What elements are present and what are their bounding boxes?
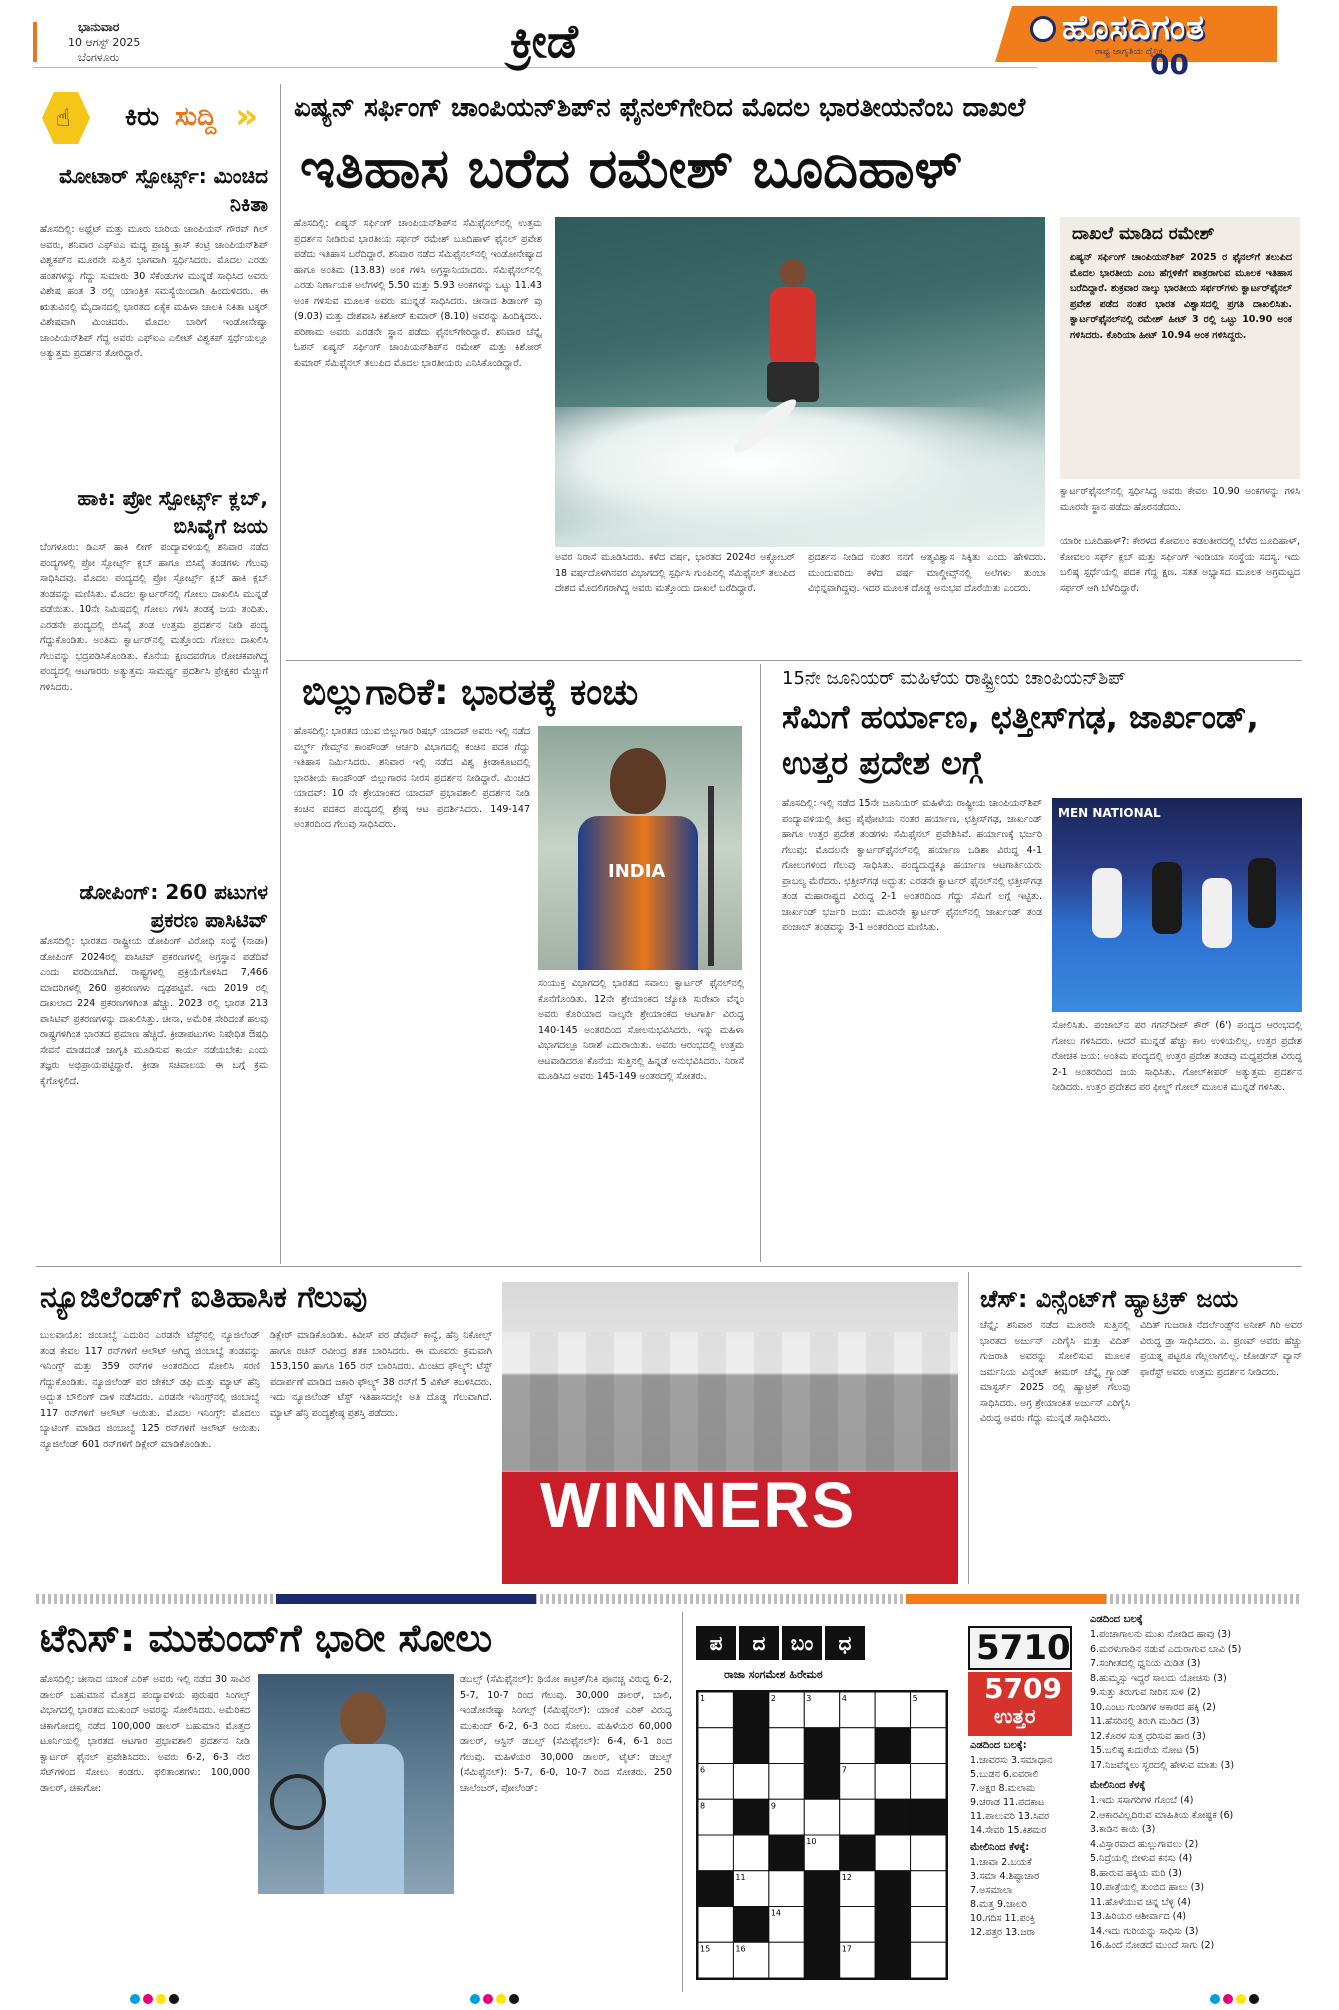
chess-rule — [968, 1272, 969, 1584]
puzzle-title-letter: ಪ — [696, 1626, 736, 1660]
clue-line: 12.ಕೊರಳ ಸುತ್ತ ಧರಿಸುವ ಹಾರ (3) — [1090, 1730, 1206, 1742]
clue-line: 4.ವಿಸ್ತಾರವಾದ ಹುಲ್ಲುಗಾವಲು (2) — [1090, 1838, 1199, 1850]
crossword-cell — [911, 1871, 946, 1907]
paper-logo-icon — [1030, 16, 1056, 42]
clue-line: 10.ಪಾತ್ರೆಯಲ್ಲಿ ತುಂಬಿದ ಹಾಲು (3) — [1090, 1882, 1205, 1893]
registration-marks-right — [1210, 1994, 1259, 2004]
crossword-cell-number: 5 — [912, 1694, 918, 1703]
crossword-cell-number: 10 — [806, 1837, 817, 1846]
crossword-cell-number: 9 — [770, 1801, 776, 1811]
chess-col-1: ಚೆನ್ನೈ: ಶನಿವಾರ ನಡೆದ ಮೂರನೇ ಸುತ್ತಿನಲ್ಲಿ ಭಾರತದ ಅರ್ಜುನ್ ಎರಿಗೈಸಿ ಮತ್ತು ವಿದಿತ್ ಗುಜರಾತಿ ಅವರನ್ನು ಸೋಲಿಸುವ ಮೂಲಕ ಜರ್ಮನಿಯ ವಿನ್ಸೆಂಟ್ ಕೀಮರ್ ಚೆನ್ನೈ ಗ್ರ್ಯಾಂಡ್ ಮಾಸ್ಟರ್ಸ್ 2025 ರಲ್ಲಿ ಹ್ಯಾಟ್ರಿಕ್ ಗೆಲುವು ಸಾಧಿಸಿದರು. ಅಗ್ರ ಶ್ರೇಯಾಂಕಿತ ಅರ್ಜುನ್ ಎರಿಗೈಸಿ ವಿರುದ್ಧ ಅವರು ಗೆದ್ದು ಮುನ್ನಡೆ ಸಾಧಿಸಿದರು. — [980, 1320, 1130, 1424]
crossword-cell — [840, 1799, 875, 1835]
clue-line: 15.ಬಲಿಷ್ಠ ಕುದುರೆಯ ನೋಟ (5) — [1090, 1745, 1199, 1756]
crossword-cell — [698, 1835, 733, 1871]
crossword-cell-number: 15 — [700, 1944, 711, 1954]
archery-col-2: ಸಂಯುಕ್ತ ವಿಭಾಗದಲ್ಲಿ ಭಾರತದ ಸವಾಲು ಕ್ವಾರ್ಟರ್ ಫೈನಲ್‌ನಲ್ಲಿ ಕೊನೆಗೊಂಡಿತು. 12ನೇ ಶ್ರೇಯಾಂಕದ ಜ್ಯೋತಿ ಸುರೇಖಾ ವೆನ್ನಂ ಅವರು ಕೊರಿಯಾದ ನಾಲ್ಕನೇ ಶ್ರೇಯಾಂಕದ ಆಟಗಾರ್ತಿ ವಿರುದ್ಧ 140-145 ಅಂತರದಿಂದ ಸೋಲನುಭವಿಸಿದರು. ಇನ್ನು ಮಹಿಳಾ ವಿಭಾಗದಲ್ಲೂ ನಿರಾಶೆ ಎದುರಾಯಿತು. ಅವರು ಆರಂಭದಲ್ಲಿ ಉತ್ತಮ ಆಟವಾಡಿದರೂ ಕೊನೆಯ ಸುತ್ತಿನಲ್ಲಿ ಹಿನ್ನಡೆ ಅನುಭವಿಸಿದರು. ನಿರಾಸೆ ಮೂಡಿಸಿದ ಅವರು 145-149 ಅಂತರದಲ್ಲಿ ಸೋತರು. — [538, 978, 744, 1082]
lead-col-1: ಹೊಸದಿಲ್ಲಿ: ಏಷ್ಯನ್ ಸರ್ಫಿಂಗ್ ಚಾಂಪಿಯನ್‌ಶಿಪ್‌ನ ಸೆಮಿಫೈನಲ್‌ನಲ್ಲಿ ಉತ್ತಮ ಪ್ರದರ್ಶನ ನೀಡಿರುವ ಭಾರತೀಯ ಸರ್ಫರ್ ರಮೇಶ್ ಬೂದಿಹಾಳ್ ಫೈನಲ್ ಪ್ರವೇಶ ಪಡೆದು ಇತಿಹಾಸ ಬರೆದಿದ್ದಾರೆ. ಶನಿವಾರ ನಡೆದ ಸೆಮಿಫೈನಲ್‌ನಲ್ಲಿ ಇಂಡೋನೇಷ್ಯಾದ ಹಾಗೂ ಅಂತಿಮ (13.83) ಅಂಕ ಗಳಿಸಿ ಅಗ್ರಸ್ಥಾನಿಯಾದರು. ಸೆಮಿಫೈನಲ್‌ನಲ್ಲಿ ಎರಡು ನಿರ್ಣಾಯಕ ಅಲೆಗಳಲ್ಲಿ 5.50 ಮತ್ತು 5.93 ಅಂಕಗಳನ್ನು ಒಟ್ಟು 11.43 ಅಂಕ ಗಳಿಸುವ ಮೂಲಕ ಅವರು ಮುನ್ನಡೆ ಸಾಧಿಸಿದರು. ಚೀನಾದ ಶಿಡಾಂಗ್ ವು (9.03) ಮತ್ತು ದೇಶವಾಸಿ ಕಿಶೋರ್ ಕುಮಾರ್ (8.10) ಅವರನ್ನು ಹಿಂದಿಕ್ಕಿದರು. ಪರಿಣಾಮ ಅವರು ಎರಡನೇ ಸ್ಥಾನ ಪಡೆದು ಫೈನಲ್‌ಗೇರಿದ್ದಾರೆ. ಶನಿವಾರ ಚೆನ್ನೈ ಓಪನ್ ಏಷ್ಯನ್ ಸರ್ಫಿಂಗ್ ಚಾಂಪಿಯನ್‌ಶಿಪ್‌ನ ರಮೇಶ್ ಮತ್ತು ಕಿಶೋರ್ ಕುಮಾರ್ ಸೆಮಿಫೈನಲ್ ತಲುಪಿದ ಮೊದಲ ಭಾರತೀಯರು ಎನಿಸಿಕೊಂಡಿದ್ದಾರೆ. — [294, 218, 542, 369]
section-title: ಕ್ರೀಡೆ — [510, 14, 578, 68]
crossword-cell — [804, 1764, 839, 1800]
clue-line: 17.ನಿಜವೆನ್ನಲು ಸ್ವರದಲ್ಲಿ ಹೇಳುವ ಮಾತು (3) — [1090, 1759, 1235, 1771]
record-box-title: ದಾಖಲೆ ಮಾಡಿದ ರಮೇಶ್ — [1072, 224, 1215, 244]
crossword-cell-number: 17 — [841, 1944, 852, 1954]
hockey-photo: MEN NATIONAL — [1052, 798, 1302, 1012]
crossword-cell — [769, 1728, 804, 1764]
kiru-chevrons: » — [235, 96, 259, 137]
crossword-cell — [911, 1942, 946, 1978]
crossword-cell-number: 12 — [841, 1872, 852, 1882]
answer-line: 5.ಬುಡನ 6.ಐವರಾಲಿ — [970, 1769, 1039, 1780]
crossword-cell — [911, 1799, 946, 1835]
kiru-title-b: ಸುದ್ದಿ — [175, 102, 217, 132]
crossword-cell — [911, 1907, 946, 1943]
answer-line: 3.ಸಮಾ 4.ಶಿಷ್ಟಾಚಾರ — [970, 1871, 1040, 1882]
crossword-cell — [804, 1799, 839, 1835]
clue-line: 8.ಹುಮ್ಮಸ್ಸು ಇದ್ದರೆ ಸಾಲದು ಯೋಚಿಸು (3) — [1090, 1672, 1227, 1684]
left-headline-3: ಡೋಪಿಂಗ್: 260 ಪಟುಗಳ ಪ್ರಕರಣ ಪಾಸಿಟಿವ್ — [79, 880, 268, 932]
crossword-cell — [733, 1692, 768, 1728]
crossword-cell — [804, 1907, 839, 1943]
middle-rule — [36, 1266, 1302, 1267]
lead-col-3: ಪ್ರದರ್ಶನ ನೀಡಿದ ನಂತರ ನನಗೆ ಆತ್ಮವಿಶ್ವಾಸ ಸಿಕ್ಕಿತು ಎಂದು ಹೇಳಿದರು. ಮುಂದುವರಿದು ಕಳೆದ ವರ್ಷ ಮಾಲ್ಡೀವ್ಸ್‌ನಲ್ಲಿ ಅಲೆಗಳು ತುಂಬಾ ವಿಭಿನ್ನವಾಗಿದ್ದವು. ಇದರ ಮೂಲಕ ದೊಡ್ಡ ಅನುಭವ ದೊರೆಯಿತು ಎಂದರು. — [808, 552, 1046, 594]
crossword-cell-number: 16 — [735, 1944, 746, 1954]
answer-line: 11.ಪಾಲುವರಿ 13.ಸಿವರ — [970, 1811, 1050, 1822]
answer-line: 7.ಅಕ್ಷರ 8.ಮಲಾಮ — [970, 1783, 1036, 1794]
lead-col-2: ಅವರ ನಿರಾಸೆ ಮೂಡಿಸಿದರು. ಕಳೆದ ವರ್ಷ, ಭಾರತದ 2024ರ ಅಕ್ಟೋಬರ್ 18 ವರ್ಷದೊಳಗಿನವರ ವಿಭಾಗದಲ್ಲಿ ಸ್ಪರ್ಧಿಸಿ ಗುಂಪಿನಲ್ಲಿ ಸೆಮಿಫೈನಲ್ ತಲುಪಿದ ದೇಶದ ಮೊದಲಿಗರಾಗಿದ್ದ ಅವರು ಮತ್ತೊಂದು ದಾಖಲೆ ಬರೆದಿದ್ದಾರೆ. — [555, 552, 795, 594]
crossword-cell — [769, 1942, 804, 1978]
crossword-cell — [875, 1728, 910, 1764]
puzzle-title — [696, 1626, 865, 1660]
finger-icon: ☝ — [56, 104, 71, 132]
crossword-cell — [804, 1871, 839, 1907]
answer-line: 12.ಪತ್ತರ 13.ಜರಾ — [970, 1927, 1035, 1938]
answer-line: 7.ಅಸಮಾಲಾ — [970, 1885, 1013, 1896]
clue-line: 11.ಹೆಸರಿನಲ್ಲಿ ತಿರುಗಿ ಮುಡಿದ (3) — [1090, 1716, 1200, 1727]
clues-across-head: ಎಡದಿಂದ ಬಲಕ್ಕೆ — [1090, 1614, 1143, 1625]
answers-across — [970, 1754, 1080, 1838]
crossword-svg — [698, 1692, 946, 1978]
hockey-col-2: ಸೋಲಿಸಿತು. ಪಂಜಾಬ್‌ನ ಪರ ಗಗನ್‌ದೀಪ್ ಕೌರ್ (6') ಪಂದ್ಯದ ಆರಂಭದಲ್ಲಿ ಗೋಲು ಗಳಿಸಿದರು. ಆದರೆ ಮುನ್ನಡೆ ಹೆಚ್ಚು ಕಾಲ ಉಳಿಯಲಿಲ್ಲ. ಉತ್ತರ ಪ್ರದೇಶ ರೋಚಕ ಜಯ: ಅಂತಿಮ ಪಂದ್ಯದಲ್ಲಿ ಉತ್ತರ ಪ್ರದೇಶ ತಂಡವು ಮಧ್ಯಪ್ರದೇಶ ವಿರುದ್ಧ 2-1 ಅಂತರದಿಂದ ಜಯ ಸಾಧಿಸಿತು. ಗೋಲ್‌ಕೀಪರ್ ಅತ್ಯುತ್ತಮ ಪ್ರದರ್ಶನ ನೀಡಿದರು. ಉತ್ತರ ಪ್ರದೇಶದ ಪರ ಫೀಲ್ಡ್ ಗೋಲ್ ಮೂಲಕ ಮುನ್ನಡೆ ಗಳಿಸಿತು. — [1052, 1020, 1302, 1093]
divider-orange — [906, 1594, 1106, 1604]
answers-down — [970, 1856, 1080, 1940]
crossword-cell — [911, 1835, 946, 1871]
clue-line: 16.ಹಿಂದೆ ನೋಡದೆ ಮುಂದೆ ಸಾಗು (2) — [1090, 1940, 1215, 1951]
clue-line: 13.ಹಿರಿಯರ ಆಶೀರ್ವಾದ (4) — [1090, 1911, 1187, 1922]
crossword-cell — [875, 1907, 910, 1943]
answers-across-head: ಎಡದಿಂದ ಬಲಕ್ಕೆ: — [970, 1740, 1027, 1751]
winners-banner-text: WINNERS — [540, 1469, 857, 1541]
lead-col-5: ಯಾರೀ ಬೂದಿಹಾಳ್?: ಕೇರಳದ ಕೋವಲಂ ಕಡಲತೀರದಲ್ಲಿ ಬೆಳೆದ ಬೂದಿಹಾಳ್, ಕೋವಲಂ ಸರ್ಫ್ ಕ್ಲಬ್ ಮತ್ತು ಸರ್ಫಿಂಗ್ ಇಂಡಿಯಾ ಸಂಸ್ಥೆಯ ಸದಸ್ಯ. ಇದು ಬಲಿಷ್ಠ ಸ್ಪರ್ಧೆಯಲ್ಲಿ ಪದಕ ಗೆದ್ದ ಕ್ಷಣ. ಸತತ ಅಭ್ಯಾಸದ ಮೂಲಕ ಅಗ್ರಮಟ್ಟದ ಸರ್ಫರ್ ಆಗಿ ಬೆಳೆದಿದ್ದಾರೆ. — [1060, 536, 1300, 594]
clues-across — [1090, 1628, 1302, 1773]
clue-line: 9.ಸುತ್ತು ತಿರುಗುವ ನೀರಿನ ಸುಳಿ (2) — [1090, 1687, 1201, 1698]
clue-line: 10.ಎಂಟು ಗುಂಡಿಗಳ ಆಕಾರದ ಹಕ್ಕಿ (2) — [1090, 1701, 1216, 1713]
crossword-cell — [769, 1764, 804, 1800]
nz-col-2: ಡಿಕ್ಲೇರ್ ಮಾಡಿಕೊಂಡಿತು. ಕಿವೀಸ್ ಪರ ಡೆವೊನ್ ಕಾನ್ವೆ, ಹೆನ್ರಿ ನಿಕೋಲ್ಸ್ ಹಾಗೂ ರಚಿನ್ ರವೀಂದ್ರ ಶತಕ ಬಾರಿಸಿದರು. ಈ ಮೂವರು ಕ್ರಮವಾಗಿ 153,150 ಹಾಗೂ 165 ರನ್ ಬಾರಿಸಿದರು. ಮಿಂಚಿದ ಫೌಲ್ಕ್ಸ್: ಟೆಸ್ಟ್ ಪದಾರ್ಪಣೆ ಮಾಡಿದ ಜಕಾರಿ ಫೌಲ್ಕ್ಸ್ 38 ರನ್‌ಗೆ 5 ವಿಕೆಟ್ ಕಬಳಿಸಿದರು. ಇದು ನ್ಯೂಜಿಲೆಂಡ್ ಟೆಸ್ಟ್ ಇತಿಹಾಸದಲ್ಲೇ ಅತಿ ದೊಡ್ಡ ಗೆಲುವಾಗಿದೆ. ಮ್ಯಾಟ್ ಹೆನ್ರಿ ಪಂದ್ಯಶ್ರೇಷ್ಠ ಪ್ರಶಸ್ತಿ ಪಡೆದರು. — [270, 1330, 492, 1419]
puzzle-title-letter: ಧ — [825, 1626, 865, 1660]
crossword-cell — [840, 1907, 875, 1943]
tennis-col-1: ಹೊಸದಿಲ್ಲಿ: ಚೀನಾದ ಯಾಂಕೆ ಎರಿಕ್ ಅವರು ಇಲ್ಲಿ ನಡೆದ 30 ಸಾವಿರ ಡಾಲರ್ ಬಹುಮಾನ ಮೊತ್ತದ ಪಂದ್ಯಾವಳಿಯ ಪುರುಷರ ಸಿಂಗಲ್ಸ್ ವಿಭಾಗದಲ್ಲಿ ಭಾರತದ ಮುಕುಂದ್ ಅವರನ್ನು ಸೋಲಿಸಿದರು. ಅಮೆರಿಕದ ಚಿಕಾಗೋದಲ್ಲಿ ನಡೆದ 100,000 ಡಾಲರ್ ಬಹುಮಾನ ಮೊತ್ತದ ಟೂರ್ನಿಯಲ್ಲಿ ಭಾರತದ ಆಟಗಾರ ಪ್ರಭಾವಶಾಲಿ ಪ್ರದರ್ಶನ ನೀಡಿ ಕ್ವಾರ್ಟರ್ ಫೈನಲ್ ಪ್ರವೇಶಿಸಿದರು. ಅವರು 6-2, 6-3 ನೇರ ಸೆಟ್‌ಗಳಿಂದ ಸೋಲು ಕಂಡರು. ಫಲಿತಾಂಶಗಳು: 100,000 ಡಾಲರ್, ಚಿಕಾಗೋ: — [40, 1674, 250, 1794]
lead-bottom-rule — [286, 660, 1302, 661]
answer-line: 1.ಜಾವರಸು 3.ಸಮಾಧಾನ — [970, 1755, 1053, 1766]
crossword-cell — [875, 1871, 910, 1907]
masthead-date: 10 ಆಗಸ್ಟ್ 2025 — [68, 36, 141, 49]
answer-line: 1.ಜಾವಾ 2.ಬಯಕೆ — [970, 1857, 1032, 1868]
nz-col-1: ಬುಲವಾಯೊ: ಜಿಂಬಾಬ್ವೆ ಎದುರಿನ ಎರಡನೇ ಟೆಸ್ಟ್‌ನಲ್ಲಿ ನ್ಯೂಜಿಲೆಂಡ್ ತಂಡ ಕೇವಲ 117 ರನ್‌ಗಳಿಗೆ ಆಲೌಟ್ ಆಗಿದ್ದ ಜಿಂಬಾಬ್ವೆ ತಂಡವನ್ನು ಇನಿಂಗ್ಸ್ ಮತ್ತು 359 ರನ್‌ಗಳ ಅಂತರದಿಂದ ಸೋಲಿಸಿ ಸರಣಿ ಗೆದ್ದುಕೊಂಡಿತು. ನ್ಯೂಜಿಲೆಂಡ್ ಪರ ಜೇಕಬ್ ಡಫಿ ಮತ್ತು ಮ್ಯಾಟ್ ಹೆನ್ರಿ ಅದ್ಭುತ ಬೌಲಿಂಗ್ ದಾಳಿ ನಡೆಸಿದರು. ಎರಡನೇ ಇನಿಂಗ್ಸ್‌ನಲ್ಲಿ ಜಿಂಬಾಬ್ವೆ 117 ರನ್‌ಗಳಿಗೆ ಆಲೌಟ್ ಆಯಿತು. ಮೊದಲ ಇನಿಂಗ್ಸ್: ಮೊದಲು ಬ್ಯಾಟಿಂಗ್ ಮಾಡಿದ ಜಿಂಬಾಬ್ವೆ 125 ರನ್‌ಗಳಿಗೆ ಆಲೌಟ್ ಆಯಿತು. ನ್ಯೂಜಿಲೆಂಡ್ 601 ರನ್‌ಗಳಿಗೆ ಡಿಕ್ಲೇರ್ ಮಾಡಿಕೊಂಡಿತು. — [40, 1330, 260, 1450]
clue-line: 7.ಸಂಗೀತದಲ್ಲಿ ಧ್ವನಿಯ ಮಿಡಿತ (3) — [1090, 1658, 1201, 1669]
lead-headline: ಇತಿಹಾಸ ಬರೆದ ರಮೇಶ್ ಬೂದಿಹಾಳ್ — [300, 137, 962, 200]
chess-headline: ಚೆಸ್: ವಿನ್ಸೆಂಟ್‌ಗೆ ಹ್ಯಾಟ್ರಿಕ್ ಜಯ — [980, 1285, 1239, 1313]
surfer-photo — [555, 217, 1045, 547]
left-story-3: ಹೊಸದಿಲ್ಲಿ: ಭಾರತದ ರಾಷ್ಟ್ರೀಯ ಡೋಪಿಂಗ್ ವಿರೋಧಿ ಸಂಸ್ಥೆ (ನಾಡಾ) ಡೋಪಿಂಗ್ 2024ರಲ್ಲಿ ಪಾಸಿಟಿವ್ ಪ್ರಕರಣಗಳಲ್ಲಿ ಅಗ್ರಸ್ಥಾನ ಪಡೆದಿವೆ ಎಂದು ವರದಿಯಾಗಿದೆ. ರಾಷ್ಟ್ರಗಳಲ್ಲಿ ಪ್ರಕ್ರಿಯೆಗೊಳಿಸಿದ 7,466 ಮಾದರಿಗಳಲ್ಲಿ 260 ಪ್ರಕರಣಗಳು ದೃಢಪಟ್ಟಿವೆ. ಇದು 2019 ರಲ್ಲಿ ದಾಖಲಾದ 224 ಪ್ರಕರಣಗಳಿಗಿಂತ ಹೆಚ್ಚು. 2023 ರಲ್ಲಿ ಭಾರತ 213 ಪಾಸಿಟಿವ್ ಪ್ರಕರಣಗಳನ್ನು ದಾಖಲಿಸಿತ್ತು. ಚೀನಾ, ಅಮೆರಿಕ ಸೇರಿದಂತೆ ಹಲವು ರಾಷ್ಟ್ರಗಳಿಗಿಂತ ಭಾರತದ ಪ್ರಮಾಣ ಹೆಚ್ಚಿದೆ. ಕ್ರೀಡಾಪಟುಗಳು ನಿಷೇಧಿತ ಔಷಧಿ ಸೇವನೆ ಮಾಡದಂತೆ ಜಾಗೃತಿ ಮೂಡಿಸುವ ಕಾರ್ಯ ನಡೆಯಬೇಕು ಎಂದು ತಜ್ಞರು ಅಭಿಪ್ರಾಯಪಟ್ಟಿದ್ದಾರೆ. ಕ್ರೀಡಾ ಸಚಿವಾಲಯ ಈ ಬಗ್ಗೆ ಕ್ರಮ ಕೈಗೊಳ್ಳಲಿದೆ. — [40, 936, 268, 1087]
archery-col-1: ಹೊಸದಿಲ್ಲಿ: ಭಾರತದ ಯುವ ಬಿಲ್ಲುಗಾರ ರಿಷಭ್ ಯಾದವ್ ಅವರು ಇಲ್ಲಿ ನಡೆದ ವರ್ಲ್ಡ್ ಗೇಮ್ಸ್‌ನ ಕಾಂಪೌಂಡ್ ಆರ್ಚರಿ ವಿಭಾಗದಲ್ಲಿ ಕಂಚಿನ ಪದಕ ಗೆದ್ದು ಇತಿಹಾಸ ನಿರ್ಮಿಸಿದರು. ಶನಿವಾರ ಇಲ್ಲಿ ನಡೆದ ವಿಶ್ವ ಕ್ರೀಡಾಕೂಟದಲ್ಲಿ ಭಾರತೀಯ ಕಾಂಪೌಂಡ್ ಬಿಲ್ಲುಗಾರನ ನೀರಸ ಪ್ರದರ್ಶನ ನೀಡಿದ್ದಾರೆ. ಮಿಂಚಿದ ಯಾದವ್: 10 ನೇ ಶ್ರೇಯಾಂಕದ ಯಾದವ್ ಪ್ರಭಾವಶಾಲಿ ಪ್ರದರ್ಶನ ನೀಡಿ ಕಂಚಿನ ಪದಕದ ಪಂದ್ಯದಲ್ಲಿ ಶ್ರೇಷ್ಠ ಆಟ ಪ್ರದರ್ಶಿಸಿದರು. 149-147 ಅಂತರದಿಂದ ಗೆಲುವು ಸಾಧಿಸಿದರು. — [294, 726, 530, 830]
lead-kicker: ಏಷ್ಯನ್ ಸರ್ಫಿಂಗ್ ಚಾಂಪಿಯನ್‌ಶಿಪ್‌ನ ಫೈನಲ್‌ಗೇರಿದ ಮೊದಲ ಭಾರತೀಯನೆಂಬ ದಾಖಲೆ — [294, 93, 1026, 123]
clue-line: 3.ಕಾಡಿನ ಕಾಯಿ (3) — [1090, 1824, 1156, 1835]
answer-line: 10.ಗದಿಸ 11.ಪಂಕ್ತಿ — [970, 1913, 1036, 1924]
masthead-city: ಬೆಂಗಳೂರು — [78, 51, 120, 64]
crossword-cell — [698, 1728, 733, 1764]
registration-marks-mid — [470, 1994, 519, 2004]
clues-down-head: ಮೇಲಿನಿಂದ ಕೆಳಕ್ಕೆ — [1090, 1780, 1146, 1791]
crossword-cell-number: 11 — [735, 1872, 746, 1882]
crossword-cell — [804, 1728, 839, 1764]
answer-line: 8.ಮತ್ತ 9.ಜಾಲರಿ — [970, 1899, 1027, 1910]
clue-line: 11.ಹೊಳೆಯುವ ಚಿನ್ನ ಬೆಳ್ಳಿ (4) — [1090, 1896, 1191, 1908]
masthead-day: ಭಾನುವಾರ — [78, 20, 120, 34]
clue-line: 6.ಮರಳುಗಾಡಿನ ನಡುವೆ ಎದುರಾಗುವ ಬಾವಿ (5) — [1090, 1643, 1242, 1655]
crossword-cell-number: 8 — [700, 1801, 706, 1811]
left-column-rule — [280, 84, 281, 1264]
crossword-cell-number: 3 — [806, 1694, 812, 1703]
divider-blue — [276, 1594, 536, 1604]
crossword-cell-number: 2 — [770, 1694, 776, 1703]
crossword-cell — [875, 1799, 910, 1835]
clue-line: 1.ಇದು ಸಸಾಗರಿಗಳ ಗೊಂಬೆ (4) — [1090, 1795, 1194, 1806]
answer-line: 14.ಸೇವರಿ 15.ಕಿಶಮರ — [970, 1825, 1047, 1836]
crossword-cell-number: 6 — [700, 1765, 706, 1775]
answer-line: 9.ಚರಾಡ 11.ಪದಕಾಟ — [970, 1797, 1045, 1808]
crossword-cell — [733, 1799, 768, 1835]
hockey-kicker: 15ನೇ ಜೂನಿಯರ್ ಮಹಿಳೆಯ ರಾಷ್ಟ್ರೀಯ ಚಾಂಪಿಯನ್‌ಶಿಪ್ — [782, 668, 1126, 689]
archery-rule — [760, 664, 761, 1262]
left-headline-1: ಮೋಟಾರ್ ಸ್ಪೋರ್ಟ್ಸ್: ಮಿಂಚಿದ ನಿಕಿತಾ — [59, 164, 268, 216]
crossword-cell — [733, 1907, 768, 1943]
clue-line: 8.ಹಾರುವ ಹಕ್ಕಿಯ ಮರಿ (3) — [1090, 1867, 1182, 1879]
left-headline-2: ಹಾಕಿ: ಪ್ರೋ ಸ್ಪೋರ್ಟ್ಸ್ ಕ್ಲಬ್, ಬಿಸಿವೈಗೆ ಜಯ — [77, 486, 268, 538]
clue-line: 1.ಪಂಚಾಗಾಲನು ಮುಖ ನೋಡಿದ ಹಾವು (3) — [1090, 1629, 1231, 1640]
crossword-cell — [875, 1692, 910, 1728]
prev-puzzle-number: 5709 — [984, 1672, 1062, 1705]
tennis-col-2: ಡಬಲ್ಸ್ (ಸೆಮಿಫೈನಲ್): ಥಿಯೋ ಕಾಟ್ರಿಕ್/ನಿಕಿ ಪೂನಚ್ಚ ವಿರುದ್ಧ 6-2, 5-7, 10-7 ರಿಂದ ಗೆಲುವು. 30,000 ಡಾಲರ್, ಬಾಲಿ, ಇಂಡೋನೇಷ್ಯಾ ಸಿಂಗಲ್ಸ್ (ಸೆಮಿಫೈನಲ್): ಯಾಂಕೆ ಎರಿಕ್ ವಿರುದ್ಧ ಮುಕುಂದ್ 6-2, 6-3 ರಿಂದ ಸೋಲು. ಮಹಿಳೆಯರ 60,000 ಡಾಲರ್, ಆಸ್ಟಿನ್ ಡಬಲ್ಸ್ (ಸೆಮಿಫೈನಲ್): 6-4, 6-1 ರಿಂದ ಗೆಲುವು. ಮಹಿಳೆಯರ 30,000 ಡಾಲರ್, ಟೈಟ್: ಡಬಲ್ಸ್ (ಸೆಮಿಫೈನಲ್): 5-7, 6-0, 10-7 ರಿಂದ ಸೋತರು. 250 ಚಾಲೆಂಜರ್, ಪೋಲೆಂಡ್: — [460, 1674, 672, 1794]
hockey-headline: ಸೆಮಿಗೆ ಹರ್ಯಾಣ, ಛತ್ತೀಸ್‌ಗಢ, ಜಾರ್ಖಂಡ್, ಉತ್ತರ ಪ್ರದೇಶ ಲಗ್ಗೆ — [782, 698, 1259, 782]
lead-col-4: ಕ್ವಾರ್ಟರ್‌ಫೈನಲ್‌ನಲ್ಲಿ ಸ್ಪರ್ಧಿಸಿದ್ದ ಅವರು ಕೇವಲ 10.90 ಅಂಕಗಳನ್ನು ಗಳಿಸಿ ಮೂರನೇ ಸ್ಥಾನ ಪಡೆದು ಹೊರನಡೆದರು. — [1060, 486, 1300, 513]
crossword-cell-number: 14 — [770, 1908, 782, 1918]
crossword-cell — [911, 1764, 946, 1800]
crossword-cell — [875, 1835, 910, 1871]
page-number: 00 — [1150, 48, 1189, 81]
crossword-cell — [733, 1764, 768, 1800]
puzzle-title-letter: ದ — [739, 1626, 779, 1660]
crossword-cell — [911, 1728, 946, 1764]
puzzle-title-letter: ಬಂ — [782, 1626, 822, 1660]
answers-down-head: ಮೇಲಿನಿಂದ ಕೆಳಕ್ಕೆ: — [970, 1842, 1030, 1853]
puzzle-number: 5710 — [976, 1628, 1071, 1668]
tennis-headline: ಟೆನಿಸ್: ಮುಕುಂದ್‌ಗೆ ಭಾರೀ ಸೋಲು — [40, 1616, 493, 1660]
hockey-col-1: ಹೊಸದಿಲ್ಲಿ: ಇಲ್ಲಿ ನಡೆದ 15ನೇ ಜೂನಿಯರ್ ಮಹಿಳೆಯ ರಾಷ್ಟ್ರೀಯ ಚಾಂಪಿಯನ್‌ಶಿಪ್ ಪಂದ್ಯಾವಳಿಯಲ್ಲಿ ತೀವ್ರ ಪೈಪೋಟಿಯ ನಂತರ ಹರ್ಯಾಣ, ಛತ್ತೀಸ್‌ಗಢ, ಜಾರ್ಖಂಡ್ ಹಾಗೂ ಉತ್ತರ ಪ್ರದೇಶ ತಂಡಗಳು ಸೆಮಿಫೈನಲ್ ಪ್ರವೇಶಿಸಿವೆ. ಹರ್ಯಾಣಕ್ಕೆ ಭರ್ಜರಿ ಗೆಲುವು: ಮೊದಲನೇ ಕ್ವಾರ್ಟರ್‌ಫೈನಲ್‌ನಲ್ಲಿ ಹರ್ಯಾಣ ಒಡಿಶಾ ವಿರುದ್ಧ 4-1 ಗೋಲುಗಳಿಂದ ಗೆಲುವು ಸಾಧಿಸಿತು. ಪಂದ್ಯದುದ್ದಕ್ಕೂ ಹರ್ಯಾಣ ಆಟಗಾರ್ತಿಯರು ಪ್ರಾಬಲ್ಯ ಮೆರೆದರು. ಛತ್ತೀಸ್‌ಗಢ ಅದ್ಭುತ: ಎರಡನೇ ಕ್ವಾರ್ಟರ್ ಫೈನಲ್‌ನಲ್ಲಿ ಛತ್ತೀಸ್‌ಗಢ ತಂಡ ಮಹಾರಾಷ್ಟ್ರದ ವಿರುದ್ಧ 2-1 ಅಂತರದಿಂದ ಗೆದ್ದು ಸೆಮಿಗೆ ಲಗ್ಗೆ ಇಟ್ಟಿತು. ಜಾರ್ಖಂಡ್ ಭರ್ಜರಿ ಜಯ: ಮೂರನೇ ಕ್ವಾರ್ಟರ್ ಫೈನಲ್‌ನಲ್ಲಿ ಜಾರ್ಖಂಡ್ ತಂಡ ಪಂಜಾಬ್ ತಂಡವನ್ನು 3-1 ಅಂತರದಿಂದ ಮಣಿಸಿತು. — [782, 798, 1042, 933]
crossword-cell — [733, 1728, 768, 1764]
archery-headline: ಬಿಲ್ಲುಗಾರಿಕೆ: ಭಾರತಕ್ಕೆ ಕಂಚು — [302, 672, 639, 713]
clues-down — [1090, 1794, 1302, 1954]
crossword-cell — [733, 1835, 768, 1871]
record-box-text: ಏಷ್ಯನ್ ಸರ್ಫಿಂಗ್ ಚಾಂಪಿಯನ್‌ಶಿಪ್ 2025 ರ ಫೈನಲ್‌ಗೆ ತಲುಪಿದ ಮೊದಲ ಭಾರತೀಯ ಎಂಬ ಹೆಗ್ಗಳಿಕೆಗೆ ಪಾತ್ರರಾಗುವ ಮೂಲಕ ಇತಿಹಾಸ ಬರೆದಿದ್ದಾರೆ. ಶುಕ್ರವಾರ ನಾಲ್ಕು ಭಾರತೀಯ ಸರ್ಫರ್‌ಗಳು ಕ್ವಾರ್ಟರ್‌ಫೈನಲ್ ಪ್ರವೇಶ ಪಡೆದ ನಂತರ ಭಾರತ ವಿಶ್ವಾಸದಲ್ಲಿ ಪ್ರಗತಿ ದಾಖಲಿಸಿತು. ಕ್ವಾರ್ಟರ್‌ಫೈನಲ್‌ನಲ್ಲಿ ರಮೇಶ್ ಹೀಟ್ 3 ರಲ್ಲಿ ಒಟ್ಟು 10.90 ಅಂಕ ಗಳಿಸಿದರು. ಕೊರಿಯಾ ಹೀಟ್ 10.94 ಅಂಕ ಗಳಿಸಿದ್ದರು. — [1070, 252, 1292, 341]
crossword-cell — [840, 1728, 875, 1764]
clue-line: 14.ಇದು ಗುರಿಯನ್ನು ಸಾಧಿಸು (3) — [1090, 1925, 1199, 1937]
prev-answer-label: ಉತ್ತರ — [994, 1704, 1036, 1728]
tennis-photo — [258, 1674, 454, 1894]
chess-col-2: ವಿದಿತ್ ಗುಜರಾತಿ ನೆದರ್ಲೆಂಡ್ಸ್‌ನ ಅನೀಶ್ ಗಿರಿ ಅವರ ವಿರುದ್ಧ ಡ್ರಾ ಸಾಧಿಸಿದರು. ಎ. ಪ್ರಣವ್ ಅವರು ಹೆಚ್ಚು ಪ್ರಯತ್ನ ಪಟ್ಟರೂ ಗೆಲ್ಲಲಾಗಲಿಲ್ಲ. ಜೋರ್ಡನ್ ವ್ಯಾನ್ ಫಾರೆಸ್ಟ್ ಅವರು ಉತ್ತಮ ಪ್ರದರ್ಶನ ನೀಡಿದರು. — [1140, 1320, 1302, 1378]
crossword-cell — [769, 1835, 804, 1871]
crossword-cell — [769, 1871, 804, 1907]
paper-tagline: ರಾಷ್ಟ್ರ ಜಾಗೃತಿಯ ದೈನಿಕ — [1095, 47, 1163, 57]
clue-line: 5.ನಿದ್ರೆಯಲ್ಲಿ ಬೀಳುವ ಕನಸು (4) — [1090, 1853, 1193, 1864]
masthead-accent — [33, 22, 37, 62]
crossword-grid — [696, 1690, 948, 1980]
crossword-cell — [698, 1907, 733, 1943]
puzzle-rule — [682, 1612, 683, 1992]
crossword-cell — [698, 1871, 733, 1907]
crossword-cell-number: 7 — [841, 1765, 847, 1775]
crossword-cell — [804, 1942, 839, 1978]
clue-line: 2.ಆಕಾರವಿಲ್ಲದಿರುವ ಮಾಹಿತಿಯ ಕೋಷ್ಟಕ (6) — [1090, 1809, 1234, 1821]
left-story-2: ಬೆಂಗಳೂರು: ಡಿಎಸ್ ಹಾಕಿ ಲೀಗ್ ಪಂದ್ಯಾವಳಿಯಲ್ಲಿ ಶನಿವಾರ ನಡೆದ ಪಂದ್ಯಗಳಲ್ಲಿ ಪ್ರೋ ಸ್ಪೋರ್ಟ್ಸ್ ಕ್ಲಬ್ ಹಾಗೂ ಬಿಸಿವೈ ತಂಡಗಳು ಗೆಲುವು ಸಾಧಿಸಿದವು. ಮೊದಲ ಪಂದ್ಯದಲ್ಲಿ ಪ್ರೋ ಸ್ಪೋರ್ಟ್ಸ್ ಕ್ಲಬ್ ಹಾಕಿ ಕ್ಲಬ್ ತಂಡವನ್ನು ಮಣಿಸಿತು. ಮೊದಲ ಕ್ವಾರ್ಟರ್‌ನಲ್ಲಿ ಗೋಲು ದಾಖಲಿಸಿ ಮುನ್ನಡೆ ಪಡೆಯಿತು. 10ನೇ ನಿಮಿಷದಲ್ಲಿ ಗೋಲು ಗಳಿಸಿ ತಂಡಕ್ಕೆ ಜಯ ತಂದಿತು. ಎರಡನೇ ಪಂದ್ಯದಲ್ಲಿ ಬಿಸಿವೈ ತಂಡ ಉತ್ತಮ ಪ್ರದರ್ಶನ ನೀಡಿ ಪಂದ್ಯ ಗೆದ್ದುಕೊಂಡಿತು. ಅಂತಿಮ ಕ್ವಾರ್ಟರ್‌ನಲ್ಲಿ ಮತ್ತೊಂದು ಗೋಲು ದಾಖಲಿಸಿ ಗೆಲುವನ್ನು ಭದ್ರಪಡಿಸಿಕೊಂಡಿತು. ಕೊನೆಯ ಕ್ಷಣದವರೆಗೂ ರೋಚಕವಾಗಿದ್ದ ಪಂದ್ಯದಲ್ಲಿ ಆಟಗಾರರು ಅತ್ಯುತ್ತಮ ಸಾಮರ್ಥ್ಯ ಪ್ರದರ್ಶಿಸಿ ಪ್ರೇಕ್ಷಕರ ಮೆಚ್ಚುಗೆ ಗಳಿಸಿದರು. — [40, 542, 268, 693]
crossword-cell — [875, 1764, 910, 1800]
nz-headline: ನ್ಯೂಜಿಲೆಂಡ್‌ಗೆ ಐತಿಹಾಸಿಕ ಗೆಲುವು — [40, 1280, 368, 1315]
left-story-1: ಹೊಸದಿಲ್ಲಿ: ಅಥ್ಲೆಟ್ ಮತ್ತು ಮೂರು ಬಾರಿಯ ಚಾಂಪಿಯನ್ ಗೌರವ್ ಗಿಲ್ ಅವರು, ಶನಿವಾರ ಎಫ್‌ಐಎ ಮಧ್ಯ ಪ್ರಾಚ್ಯ ಕ್ರಾಸ್ ಕಂಟ್ರಿ ಚಾಂಪಿಯನ್‌ಶಿಪ್ ವಿಶ್ವಕಪ್‌ನ ಮೂರನೇ ಸುತ್ತಿನ ಭಾಗವಾಗಿ ಸ್ಪರ್ಧಿಸಿದರು. ಮೊದಲ ಎರಡು ಹಂತಗಳನ್ನು ಗೆದ್ದು ಸುಮಾರು 30 ಸೆಕೆಂಡುಗಳ ಮುನ್ನಡೆ ಸಾಧಿಸಿದ ಅವರು ವಿಶೇಷ ಹಂತ 3 ರಲ್ಲಿ ಯಾಂತ್ರಿಕ ಸಮಸ್ಯೆಯಿಂದಾಗಿ ಹಿಂದುಳಿದರು. ಈ ಋತುವಿನಲ್ಲಿ ಮೈದಾನದಲ್ಲಿ ಭಾರತದ ಏಕೈಕ ಮಹಿಳಾ ಚಾಲಕಿ ನಿಕಿತಾ ಟಕ್ಕರ್ ವಿಶೇಷವಾಗಿ ಮಿಂಚಿದರು. ಮೊದಲ ಬಾರಿಗೆ ಇಂಡೋನೇಷ್ಯಾ ಚಾಂಪಿಯನ್‌ಶಿಪ್ ಗೆದ್ದ ಅವರು ಎಫ್‌ಐಎ ಎಲೀಟ್ ವಿಶ್ವಕಪ್ ಸ್ಪರ್ಧೆಯಲ್ಲೂ ಅತ್ಯುತ್ತಮ ಪ್ರದರ್ಶನ ತೋರಿದ್ದಾರೆ. — [40, 224, 268, 359]
archer-photo: INDIA — [538, 726, 742, 970]
kiru-title-a: ಕಿರು — [125, 102, 160, 132]
paper-name: ಹೊಸದಿಗಂತ — [1062, 8, 1206, 48]
crossword-cell-number: 1 — [700, 1694, 706, 1703]
crossword-cell — [840, 1835, 875, 1871]
crossword-cell — [875, 1942, 910, 1978]
divider-strip — [36, 1594, 1302, 1604]
puzzle-author: ರಾಜಾ ಸಂಗಮೇಶ ಹಿರೇಮಠ — [724, 1668, 823, 1681]
registration-marks-left — [130, 1994, 179, 2004]
crossword-cell-number: 4 — [841, 1694, 847, 1703]
